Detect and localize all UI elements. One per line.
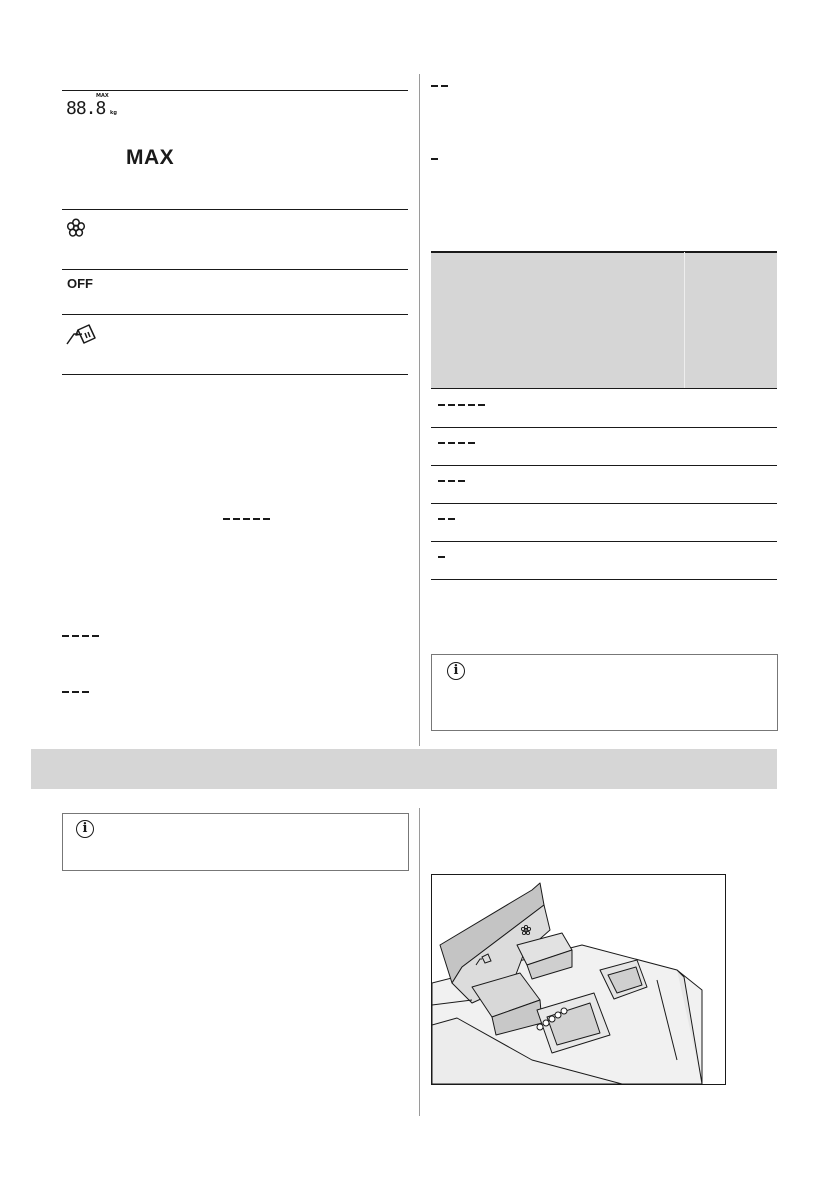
level-dash bbox=[438, 518, 445, 520]
off-icon: OFF bbox=[67, 276, 93, 291]
level-dash bbox=[478, 404, 485, 406]
display-unit: kg bbox=[110, 110, 117, 116]
table-header-divider bbox=[684, 252, 685, 388]
level-dash bbox=[448, 480, 455, 482]
max-label: MAX bbox=[126, 146, 175, 169]
info-note bbox=[62, 813, 409, 871]
column-divider bbox=[419, 808, 420, 1116]
table-row-rule bbox=[62, 269, 408, 270]
level-dash bbox=[82, 691, 89, 693]
detergent-dispenser-figure bbox=[431, 874, 726, 1085]
weight-display-icon bbox=[66, 93, 120, 120]
info-icon: i bbox=[447, 662, 465, 680]
level-dash bbox=[448, 404, 455, 406]
level-dash bbox=[431, 85, 438, 87]
info-icon: i bbox=[76, 820, 94, 838]
level-2-indicator bbox=[431, 85, 453, 99]
table-row-rule bbox=[62, 209, 408, 210]
table-row-rule bbox=[431, 427, 777, 428]
level-dash bbox=[458, 404, 465, 406]
level-dash bbox=[458, 442, 465, 444]
table-level-2 bbox=[438, 518, 456, 532]
level-dash bbox=[431, 158, 438, 160]
level-1-indicator bbox=[431, 158, 441, 172]
level-dash bbox=[468, 404, 475, 406]
table-bottom-rule bbox=[62, 374, 408, 375]
level-dash bbox=[458, 480, 465, 482]
table-level-5 bbox=[438, 404, 486, 418]
table-row-rule bbox=[431, 541, 777, 542]
level-dash bbox=[82, 635, 89, 637]
display-max-superscript: MAX bbox=[96, 93, 109, 99]
level-dash bbox=[468, 442, 475, 444]
dispenser-drawer-illustration bbox=[432, 875, 725, 1084]
column-divider bbox=[419, 74, 420, 746]
table-level-1 bbox=[438, 556, 446, 570]
info-note bbox=[431, 654, 778, 731]
level-dash bbox=[223, 518, 230, 520]
level-3-indicator bbox=[62, 691, 92, 705]
level-dash bbox=[243, 518, 250, 520]
level-dash bbox=[448, 518, 455, 520]
level-dash bbox=[448, 442, 455, 444]
table-row-rule bbox=[431, 503, 777, 504]
level-dash bbox=[62, 691, 69, 693]
level-dash bbox=[62, 635, 69, 637]
table-row-rule bbox=[62, 314, 408, 315]
level-dash bbox=[72, 635, 79, 637]
level-dash bbox=[263, 518, 270, 520]
table-top-rule bbox=[431, 251, 777, 253]
table-row-rule bbox=[431, 465, 777, 466]
level-dash bbox=[92, 635, 99, 637]
level-dash bbox=[253, 518, 260, 520]
table-top-rule bbox=[62, 90, 408, 91]
level-dash bbox=[438, 442, 445, 444]
level-dash bbox=[441, 85, 448, 87]
table-header-shade bbox=[431, 252, 777, 388]
softener-flower-icon bbox=[66, 218, 86, 238]
level-5-indicator bbox=[223, 518, 273, 532]
table-level-4 bbox=[438, 442, 476, 456]
detergent-bottle-icon bbox=[65, 322, 99, 346]
table-row-rule bbox=[431, 388, 777, 389]
level-4-indicator bbox=[62, 635, 102, 649]
display-digits: 88.8 bbox=[66, 98, 106, 119]
level-dash bbox=[438, 480, 445, 482]
level-dash bbox=[72, 691, 79, 693]
table-bottom-rule bbox=[431, 579, 777, 580]
table-level-3 bbox=[438, 480, 466, 494]
level-dash bbox=[233, 518, 240, 520]
level-dash bbox=[438, 556, 445, 558]
level-dash bbox=[438, 404, 445, 406]
section-title-bar bbox=[31, 749, 777, 789]
